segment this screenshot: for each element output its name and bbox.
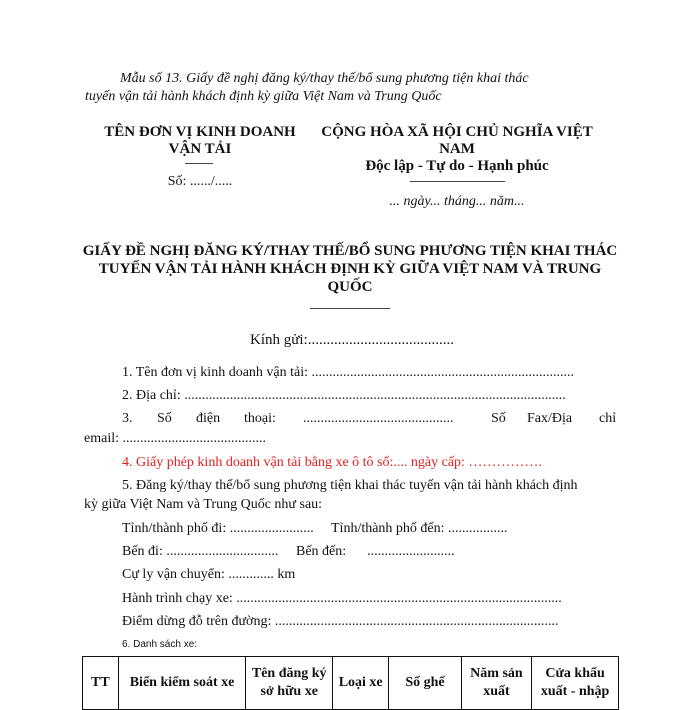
province-from: Tỉnh/thành phố đi: ........................ <box>122 521 314 536</box>
motto: Độc lập - Tự do - Hạnh phúc <box>365 158 549 174</box>
item-register-line2: kỳ giữa Việt Nam và Trung Quốc như sau: <box>84 497 323 512</box>
table-header-row <box>83 657 619 710</box>
recipient-line: Kính gửi:....................................... <box>250 332 454 348</box>
item-phone-number: 3. <box>122 411 133 426</box>
col-header-seats: Số ghế <box>389 657 461 710</box>
vehicle-table <box>82 656 619 710</box>
form-title-line1: Mẫu số 13. Giấy đề nghị đăng ký/thay thế/bổ sung phương tiện khai thác <box>120 71 529 86</box>
distance: Cự ly vận chuyển: ............. km <box>122 567 296 582</box>
nation-line2: NAM <box>439 141 475 157</box>
route: Hành trình chạy xe: ............................................................................................. <box>122 591 562 606</box>
form-title-line2: tuyến vận tải hành khách định kỳ giữa Việt Nam và Trung Quốc <box>85 89 442 104</box>
main-title-line2: TUYẾN VẬN TẢI HÀNH KHÁCH ĐỊNH KỲ GIỮA VIỆT NAM VÀ TRUNG <box>98 261 602 277</box>
item-fax-word1: Số <box>491 411 506 426</box>
main-title-line3: QUỐC <box>327 279 373 295</box>
nation-line1: CỘNG HÒA XÃ HỘI CHỦ NGHĨA VIỆT <box>321 124 593 140</box>
province-to: Tỉnh/thành phố đến: ................. <box>331 521 508 536</box>
col-header-plate: Biển kiểm soát xe <box>118 657 246 710</box>
vehicle-list-label: 6. Danh sách xe: <box>122 639 198 650</box>
station-from: Bến đi: ................................ <box>122 544 279 559</box>
item-phone-word1: Số <box>157 411 172 426</box>
org-divider <box>185 163 213 164</box>
date-line: ... ngày... tháng... năm... <box>389 194 525 209</box>
item-phone-word3: thoại: <box>244 411 276 426</box>
org-name-line2: VẬN TẢI <box>168 141 232 157</box>
col-header-type: Loại xe <box>333 657 389 710</box>
station-to: Bến đến: ......................... <box>296 544 455 559</box>
item-register-line1: 5. Đăng ký/thay thế/bổ sung phương tiện khai thác tuyến vận tải hành khách định <box>122 478 578 493</box>
item-phone-dots: ........................................... <box>303 411 454 426</box>
item-business-name: 1. Tên đơn vị kinh doanh vận tải: ........................................................................... <box>122 365 575 380</box>
item-address: 2. Địa chỉ: ............................................................................................................. <box>122 388 566 403</box>
item-email: email: ......................................... <box>84 431 266 446</box>
item-fax-word2: Fax/Địa <box>527 411 573 426</box>
col-header-border-gate: Cửa khẩu xuất - nhập <box>532 657 619 710</box>
col-header-owner: Tên đăng ký sở hữu xe <box>246 657 333 710</box>
title-underline <box>310 308 390 309</box>
doc-number: Số: ....../..... <box>167 174 233 189</box>
col-header-tt: TT <box>83 657 119 710</box>
main-title-line1: GIẤY ĐỀ NGHỊ ĐĂNG KÝ/THAY THẾ/BỔ SUNG PHƯƠNG TIỆN KHAI THÁC <box>82 243 618 259</box>
motto-divider <box>410 181 505 182</box>
item-fax-word3: chỉ <box>599 411 617 426</box>
stops: Điểm dừng đỗ trên đường: ................................................................................. <box>122 614 559 629</box>
item-license: 4. Giấy phép kinh doanh vận tải bằng xe ô tô số:.... ngày cấp: ……………. <box>122 455 542 470</box>
col-header-year: Năm sản xuất <box>461 657 531 710</box>
org-name-line1: TÊN ĐƠN VỊ KINH DOANH <box>104 124 296 140</box>
item-phone-word2: điện <box>196 411 221 426</box>
